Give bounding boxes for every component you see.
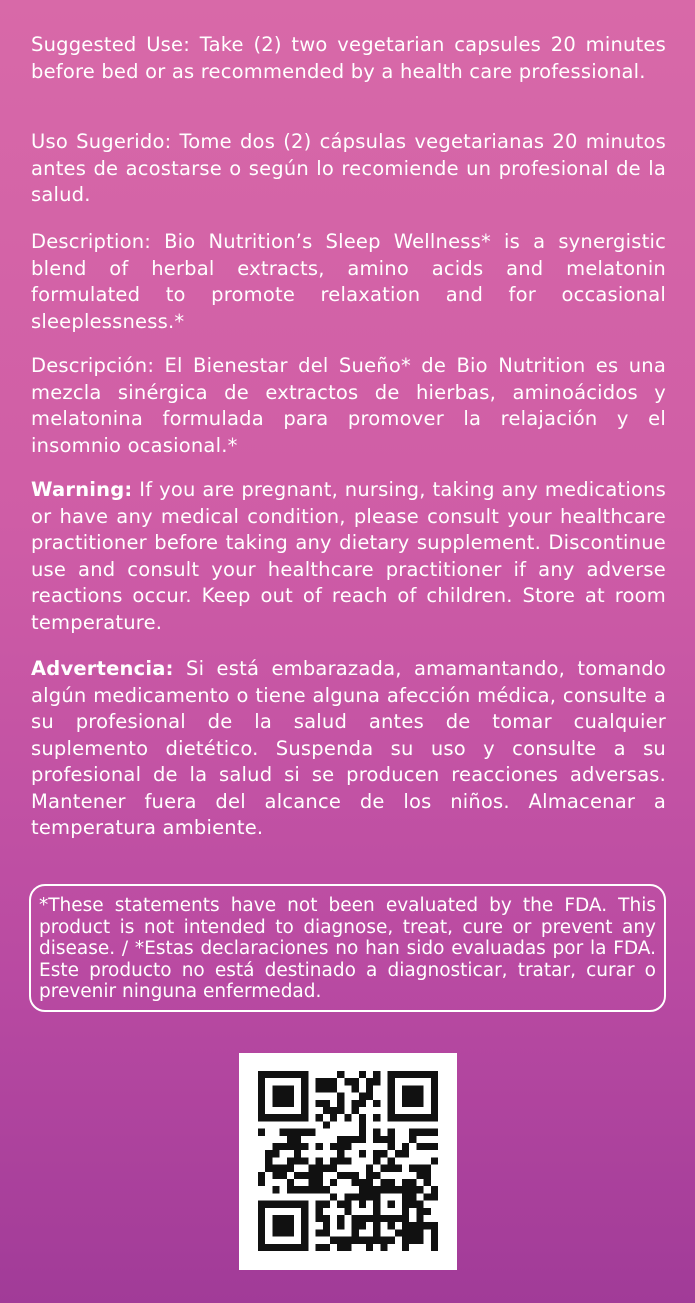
fda-disclaimer-text: *These statements have not been evaluated by the FDA. This product is not intended to diagnose, treat, cure or prevent any disease. / *Estas declaraciones no han sido evaluadas por la FDA. Este producto no está destinado a diagnosticar, tratar, curar o prevenir ninguna enfermedad. [39,895,656,1003]
qr-code-card[interactable] [239,1053,457,1270]
warning-english-body: If you are pregnant, nursing, taking any medications or have any medical condition, please consult your healthcare practitioner before taking any dietary supplement. Discontinue use and consult your healthcare practitioner if any adverse reactions occur. Keep out of reach of children. Store at room temperature. [31,478,667,634]
description-english: Description: Bio Nutrition’s Sleep Wellness* is a synergistic blend of herbal extracts, amino acids and melatonin formulated to promote relaxation and for occasional sleeplessness.* [31,230,666,333]
fda-disclaimer-box [29,884,666,1012]
description-spanish: Descripción: El Bienestar del Sueño* de Bio Nutrition es una mezcla sinérgica de extractos de hierbas, aminoácidos y melatonina formulada para promover la relajación y el insomnio ocasional.* [31,354,666,457]
qr-code-icon[interactable] [258,1071,438,1251]
suggested-use-english: Suggested Use: Take (2) two vegetarian capsules 20 minutes before bed or as recommended by a health care professional. [31,33,666,83]
warning-spanish-heading: Advertencia: [31,657,174,680]
warning-english-heading: Warning: [31,478,133,501]
suggested-use-spanish: Uso Sugerido: Tome dos (2) cápsulas vegetarianas 20 minutos antes de acostarse o según lo recomiende un profesional de la salud. [31,130,666,206]
warning-spanish-body: Si está embarazada, amamantando, tomando algún medicamento o tiene alguna afección médica, consulte a su profesional de la salud antes de tomar cualquier suplemento dietético. Suspenda su uso y consulte a su profesional de la salud si se producen reacciones adversas. Mantener fuera del alcance de los niños. Almacenar a temperatura ambiente. [31,657,666,839]
warning-spanish [31,656,666,842]
warning-english [31,477,666,636]
